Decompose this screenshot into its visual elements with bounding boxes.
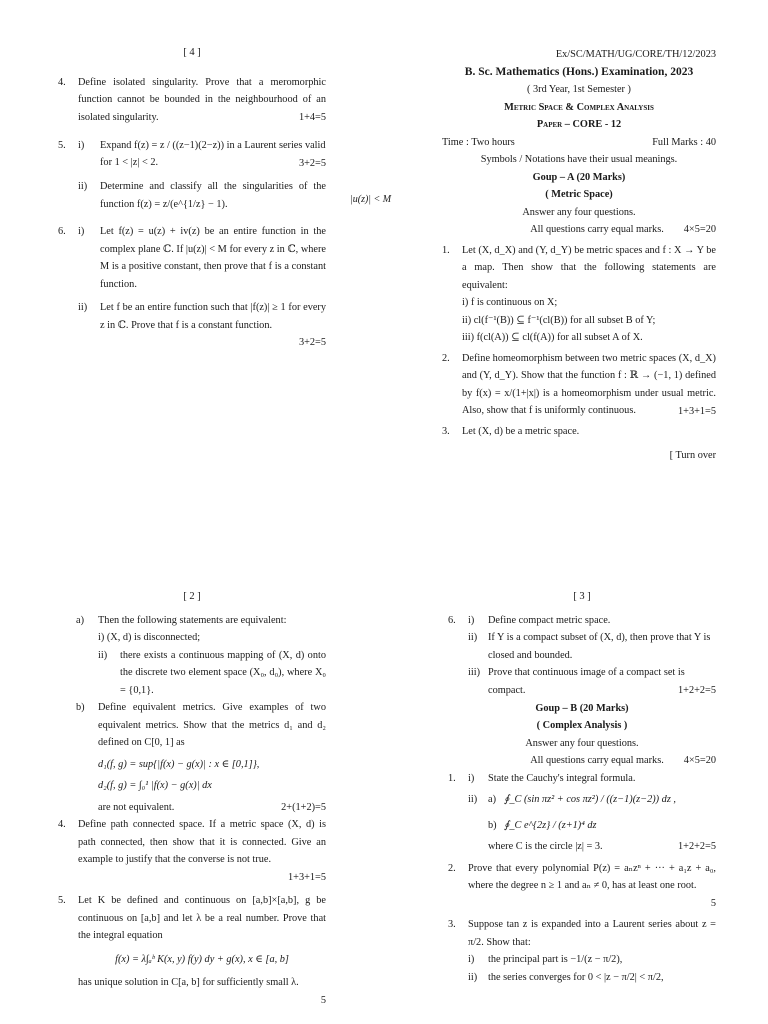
question-1: 1. i) State the Cauchy's integral formula. ii) a) ∮_C (sin πz² + cos πz²) / ((z−1)(z−2)) dz , b) ∮_C e^{2z} / (z+1)⁴ dz where C is the circle |z| = 3. 1+2+2=5 [448, 770, 716, 856]
page-number: [ 4 ] [183, 47, 201, 58]
equal-marks-note: All questions carry equal marks. [530, 755, 664, 766]
marks: 1+4=5 [298, 112, 326, 123]
equation-d1: d₁(f, g) = sup{|f(x) − g(x)| : x ∈ [0,1]}, [98, 758, 260, 770]
exam-title: B. Sc. Mathematics (Hons.) Examination, 2023 [464, 65, 694, 78]
question-4: 4. Define path connected space. If a metric space (X, d) is path connected, then show that it is connected. Give an example to justify that the converse is not true. 1+3+1=5 [58, 816, 326, 886]
question-5: 5. Let K be defined and continuous on [a,b]×[a,b], g be continuous on [a,b] and let λ be a real number. Prove that the integral equation f(x) = λ∫ₐᵇ K(x, y) f(y) dy + g(x), x ∈ [a, b] has unique solution in C[a, b] for sufficiently small λ. 5 [58, 892, 326, 1009]
integral-equation: f(x) = λ∫ₐᵇ K(x, y) f(y) dy + g(x), x ∈ [a, b] [115, 953, 289, 965]
time: Time : Two hours [442, 136, 515, 148]
equal-marks-note: All questions carry equal marks. [530, 224, 664, 235]
marks: 1+2+2=5 [677, 685, 716, 696]
page-number: [ 3 ] [573, 591, 591, 602]
page-3-column [448, 588, 716, 986]
marks: 3+2=5 [298, 337, 326, 348]
marks: 1+3+1=5 [287, 871, 326, 883]
question-6: 6. i) Define compact metric space. ii) If Y is a compact subset of (X, d), then prove that Y is closed and bounded. iii) Prove that continuous image of a compact set is compact. 1+2+2=5 [448, 612, 716, 700]
page-number: [ 2 ] [183, 591, 201, 602]
page-4-column [58, 44, 326, 352]
group-b-subheading: ( Complex Analysis ) [536, 720, 628, 731]
semester: ( 3rd Year, 1st Semester ) [527, 84, 631, 95]
subject: Metric Space & Complex Analysis [504, 101, 654, 113]
marks: 3+2=5 [298, 157, 326, 169]
turn-over: [ Turn over [669, 449, 716, 461]
marks: 2+(1+2)=5 [281, 801, 326, 813]
contour-integral-a: ∮_C (sin πz² + cos πz²) / ((z−1)(z−2)) dz , [504, 794, 676, 805]
marks: 5 [320, 994, 326, 1006]
marks: 1+3+1=5 [677, 405, 716, 417]
question-5: 5. i) Expand f(z) = z / ((z−1)(2−z)) in a Laurent series valid for 1 < |z| < 2. 3+2=5 ii) Determine and classify all the singularities of the function f(z) = z/(e^{1/z} − 1). [58, 139, 326, 210]
part-b: b) Define equivalent metrics. Give examples of two equivalent metrics. Show that the metrics d₁ and d₂ defined on C[0, 1] as d₁(f, g) = sup{|f(x) − g(x)| : x ∈ [0,1]}, d₂(f, g) = ∫₀¹ |f(x) − g(x)| dx are not equivalent. 2+(1+2)=5 [58, 699, 326, 816]
exam-code: Ex/SC/MATH/UG/CORE/TH/12/2023 [555, 49, 716, 60]
contour-integral-b: ∮_C e^{2z} / (z+1)⁴ dz [504, 819, 597, 831]
stray-formula: |u(z)| < M [350, 194, 392, 205]
marks-formula: 4×5=20 [683, 224, 716, 235]
page-1-column [442, 46, 716, 464]
question-2: 2. Prove that every polynomial P(z) = aₙzⁿ + ··· + a₁z + a₀, where the degree n ≥ 1 and aₙ ≠ 0, has at least one root. 5 [448, 860, 716, 913]
symbols-note: Symbols / Notations have their usual meanings. [480, 154, 678, 165]
answer-instruction: Answer any four questions. [522, 206, 636, 218]
page-2-column [58, 588, 326, 1009]
question-2: 2. Define homeomorphism between two metric spaces (X, d_X) and (Y, d_Y). Show that the function f : ℝ → (−1, 1) defined by f(x) = x/(1+|x|) is a homeomorphism under usual metric. Also, show that f is uniformly continuous. 1+3+1=5 [442, 350, 716, 421]
paper: Paper – CORE - 12 [536, 119, 622, 130]
marks: 1+2+2=5 [677, 841, 716, 852]
marks: 5 [710, 897, 716, 909]
full-marks: Full Marks : 40 [652, 136, 716, 148]
answer-instruction: Answer any four questions. [525, 737, 639, 749]
group-a-subheading: ( Metric Space) [545, 189, 613, 200]
marks-formula: 4×5=20 [683, 755, 716, 766]
group-b-heading: Goup – B (20 Marks) [535, 702, 629, 714]
question-6: 6. i) Let f(z) = u(z) + iv(z) be an entire function in the complex plane ℂ. If |u(z)| < M for every z in ℂ, where M is a positive constant, then prove that f is a constant function. ii) Let f be an entire function such that |f(z)| ≥ 1 for every z in ℂ. Prove that f is a constant function. 3+2=5 [58, 223, 326, 352]
question-1: 1. Let (X, d_X) and (Y, d_Y) be metric spaces and f : X → Y be a map. Then show that the following statements are equivalent: i) f is continuous on X; ii) cl(f⁻¹(B)) ⊆ f⁻¹(cl(B)) for all subset B of Y; iii) f(cl(A)) ⊆ cl(f(A)) for all subset A of X. [442, 244, 716, 343]
question-4: 4. Define isolated singularity. Prove that a meromorphic function cannot be bounded in the neighbourhood of an isolated singularity. [58, 76, 326, 123]
group-a-heading: Goup – A (20 Marks) [532, 171, 626, 183]
question-3: 3. Let (X, d) be a metric space. [442, 426, 580, 437]
question-3: 3. Suppose tan z is expanded into a Laurent series about z = π/2. Show that: i) the principal part is −1/(z − π/2), ii) the series converges for 0 < |z − π/2| < π/2, [448, 919, 716, 983]
equation-d2: d₂(f, g) = ∫₀¹ |f(x) − g(x)| dx [98, 780, 212, 791]
part-a: a) Then the following statements are equivalent: i) (X, d) is disconnected; ii) there exists a continuous mapping of (X, d) onto the discrete two element space (X₀, d₀), where X₀ = {0,1}. [76, 614, 326, 696]
